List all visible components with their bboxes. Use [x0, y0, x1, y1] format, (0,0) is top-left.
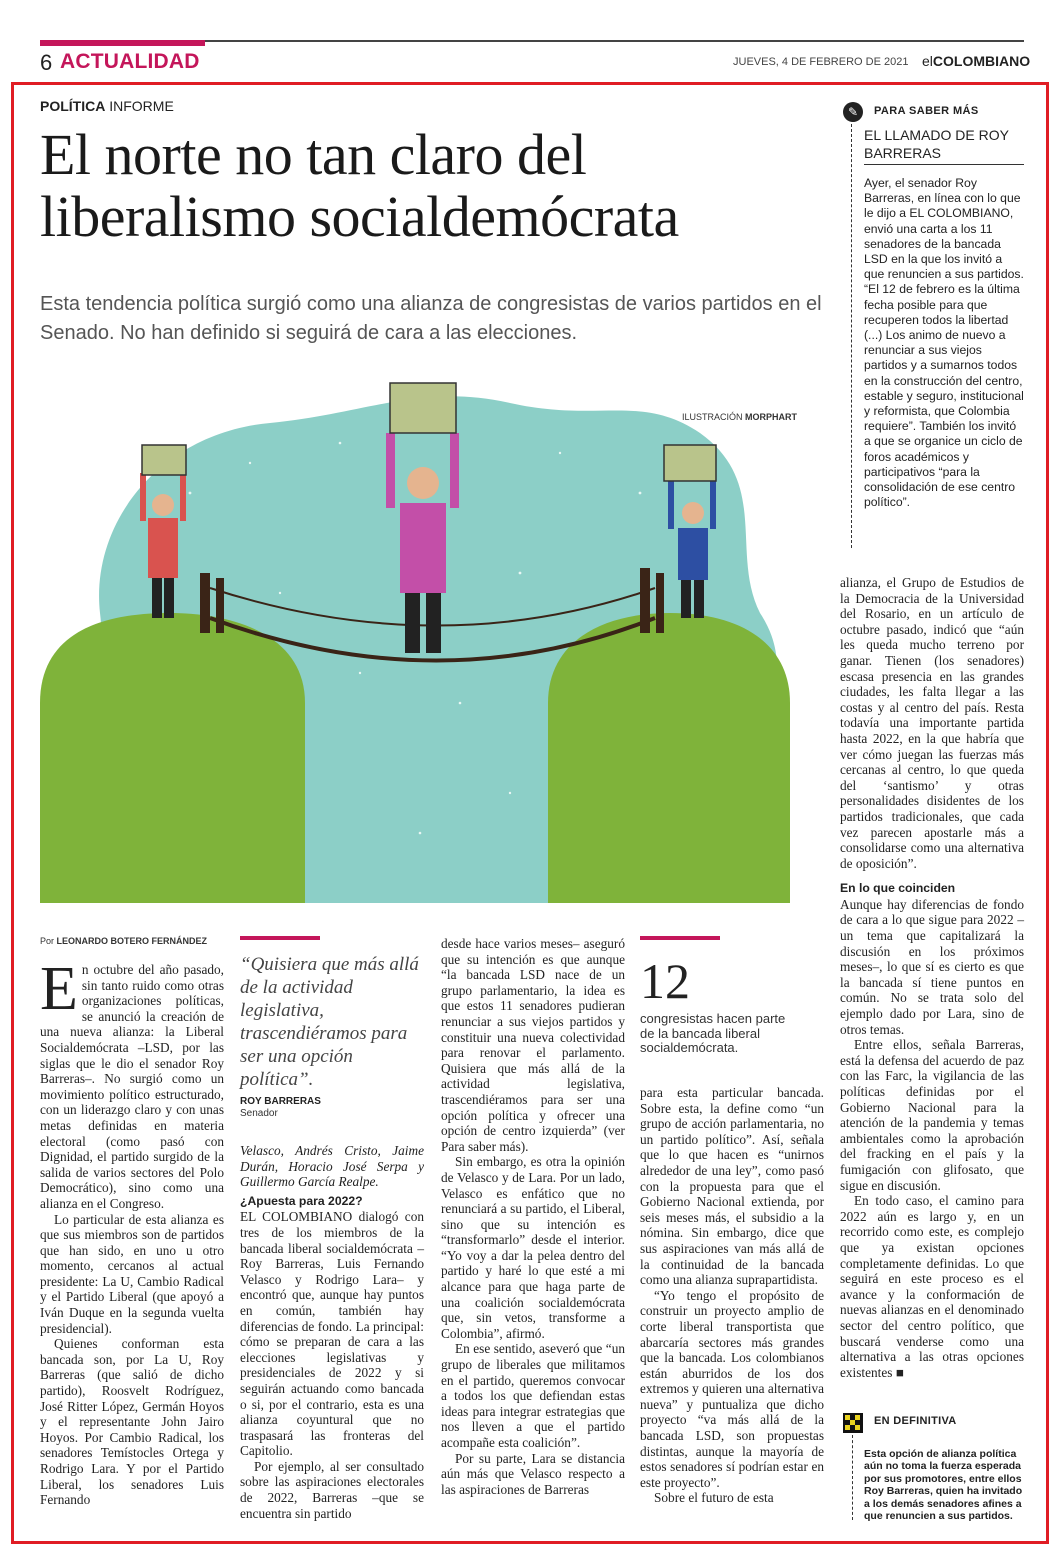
stat-caption: congresistas hacen parte de la bancada liberal socialdemócrata.	[640, 1011, 786, 1055]
headline: El norte no tan claro del liberalismo socialdemócrata	[40, 122, 679, 249]
paragraph: Entre ellos, señala Barreras, está la defensa del acuerdo de paz con las Farc, la vigilancia de las políticas definidas por el Gobierno Nacional para la atención de la pandemia y temas ambientales como la aprobación del fracking en el país y la fumigación con glifosato, que sigue en discusión.	[840, 1037, 1024, 1193]
stat-accent-bar	[640, 936, 720, 940]
credit-name: MORPHART	[745, 412, 798, 422]
credit-label: ILUSTRACIÓN	[682, 412, 746, 422]
paragraph: alianza, el Grupo de Estudios de la Democracia de la Universidad del Rosario, en un artículo de octubre pasado, indicó que “aún les queda mucho terreno por ganar. Tienen (los senadores) escasa presencia en las grandes ciudades, les falta llegar a las costas y al centro del país. Resta todavía una importante partida hasta 2022, en la que habría que ver cómo juegan las fuerzas más cercanas al centro, lo que queda del ‘santismo’ y otras personalidades disidentes de los partidos tradicionales, que cada vez parecen apostarle más a consolidarse como una alternativa de oposición”.	[840, 575, 1024, 871]
paragraph: Aunque hay diferencias de fondo de cara a lo que sigue para 2022 –un tema que capitalizará la discusión en los próximos meses–, lo que sí es cierto es que la bancada sí tiene puntos en común. No se trata solo del ejemplo dado por Lara, sino de otros temas.	[840, 896, 1024, 1037]
logo-prefix: el	[922, 53, 933, 69]
column-1	[40, 955, 224, 1508]
newspaper-logo	[922, 53, 1030, 69]
paragraph: Por su parte, Lara se distancia aún más que Velasco respecto a las aspiraciones de Barreras	[441, 1450, 625, 1497]
kicker	[40, 98, 174, 114]
paragraph: EL COLOMBIANO dialogó con tres de los miembros de la bancada liberal socialdemócrata –Roy Barreras, Luis Fernando Velasco y Rodrigo Lara– y encontró que, aunque hay puntos en común, también hay diferencias de fondo. La principal: cómo se preparan de cara a las elecciones legislativas y presidenciales de 2022 y si seguirán actuando como bancada o si, por el contrario, esta es una alianza coyuntural que no traspasará las fronteras del Capitolio.	[240, 1209, 424, 1459]
quote-author: ROY BARRERAS	[240, 1096, 321, 1107]
column-4	[640, 1085, 824, 1506]
paragraph: En ese sentido, aseveró que “un grupo de liberales que militamos en el partido, queremos convocar a todos los que defiendan estas ideas para integrar estrategias que nos lleven a que el partido acompañe esta coalición”.	[441, 1341, 625, 1450]
pull-quote: “Quisiera que más allá de la actividad legislativa, trascendiéramos para ser una opción política”.	[240, 954, 419, 1090]
paragraph-text: n octubre del año pasado, sin tanto ruido como otras organizaciones políticas, se anunció la creación de una nueva alianza: la Liberal Socialdemócrata –LSD, por las siglas que le dio el senador Roy Barreras–. No surgió como un movimiento político estructurado, con un liderazgo claro y con unas metas definidas en materia electoral (como pasó con Dignidad, el partido surgido de la salida de varios sectores del Polo Democrático), sino como una alianza en el Congreso.	[40, 962, 224, 1211]
definitiva-label: EN DEFINITIVA	[874, 1415, 957, 1427]
paragraph: Quienes conforman esta bancada son, por La U, Roy Barreras (que salió de dicho partido), Roosvelt Rodríguez, José Ritter López, Germán Hoyos y el representante John Jairo Hoyos. Por Cambio Radical, los senadores Temístocles Ortega y Rodrigo Lara. Y por el Partido Liberal, los senadores Luis Fernando	[40, 1336, 224, 1508]
column-3	[441, 936, 625, 1497]
paragraph: Velasco, Andrés Cristo, Jaime Durán, Horacio José Serpa y Guillermo García Realpe.	[240, 1143, 424, 1190]
logo-name: COLOMBIANO	[932, 53, 1031, 69]
paragraph: Lo particular de esta alianza es que sus miembros son de partidos que han sido, en uno u otro momento, cercanos al actual presidente: La U, Cambio Radical y el Partido Liberal (que apoyó a Iván Duque en la segunda vuelta presidencial).	[40, 1211, 224, 1336]
sidebar-text: Ayer, el senador Roy Barreras, en línea con lo que le dijo a EL COLOMBIANO, envió una carta a los 11 senadores de la bancada LSD en la que los invitó a que renuncien a sus partidos. “El 12 de febrero es la última fecha posible para que recuperen todos la libertad (...) Los animo de nuevo a renunciar a sus viejos partidos y a sumarnos todos en la construcción del centro, estable y seguro, institucional y reformista, que Colombia requiere”. También los invitó a que se organice un ciclo de foros académicos y participativos “para la consolidación de ese centro político”.	[864, 176, 1024, 510]
left-hill	[40, 613, 305, 903]
kicker-section: POLÍTICA	[40, 98, 106, 114]
issue-date: JUEVES, 4 DE FEBRERO DE 2021	[733, 56, 909, 68]
definitiva-text: Esta opción de alianza política aún no toma la fuerza esperada por sus promotores, entre ellos Roy Barreras, quien ha invitado a los demás senadores afines a que renuncien a sus partidos.	[864, 1448, 1023, 1523]
paragraph: Sobre el futuro de esta	[654, 1490, 774, 1506]
byline-prefix: Por	[40, 936, 57, 946]
illustration-credit	[682, 412, 797, 422]
kicker-type: INFORME	[105, 98, 174, 114]
sidebar-label: PARA SABER MÁS	[874, 105, 979, 117]
quote-author-role: Senador	[240, 1108, 278, 1119]
byline-author: LEONARDO BOTERO FERNÁNDEZ	[56, 936, 208, 946]
column-5	[840, 575, 1024, 1380]
byline	[40, 936, 207, 946]
paragraph: Sin embargo, es otra la opinión de Velasco y de Lara. Por un lado, Velasco es enfático que no renunciará a su partido, el Liberal, sino que su intención es “transformarlo” desde el interior. “Yo voy a dar la pelea dentro del partido y haré lo que esté a mi alcance para que haga parte de una coalición socialdemócrata que, sin vetos, transforme a Colombia”, afirmó.	[441, 1154, 625, 1341]
pin-icon: ✎	[843, 102, 863, 122]
sidebar-title: EL LLAMADO DE ROY BARRERAS	[864, 127, 1009, 161]
paragraph: desde hace varios meses– aseguró que su intención es que aunque “la bancada LSD nace de un grupo parlamentario, la idea es que estos 11 senadores pudieran renunciar a sus viejos partidos y constituir una nueva colectividad para renovar el parlamento. Quisiera que más allá de la actividad legislativa, trascendiéramos para ser una opción política y ofrecer una opción de centro izquierda” (ver Para saber más).	[441, 936, 625, 1154]
section-title: ACTUALIDAD	[60, 50, 200, 73]
paragraph	[40, 955, 224, 1212]
paragraph: para esta particular bancada. Sobre esta, la define como “un grupo de acción parlamentaria, no un partido político”. Así, señala que lo que hacen es “unirnos alrededor de una ley”, como pasó con la propuesta para que el Gobierno Nacional extienda, por seis meses más, el subsidio a la nómina. Sin embargo, dice que sus aspiraciones van más allá de la continuidad de la bancada como una alianza suprapartidista.	[640, 1085, 824, 1288]
paragraph: En todo caso, el camino para 2022 aún es largo y, en un recorrido como este, es complejo que ya existan opciones completamente definidas. Lo que seguirá en este proceso es el avance y la conformación de nuevas alianzas en el denominado sector del centro político, que buscará venderse como una alternativa a las otras opciones existentes ■	[840, 1193, 1024, 1380]
illustration	[40, 373, 830, 903]
subhead: ¿Apuesta para 2022?	[240, 1193, 363, 1208]
deck: Esta tendencia política surgió como una alianza de congresistas de varios partidos en el Senado. No han definido si seguirá de cara a las elecciones.	[40, 293, 822, 344]
sidebar-title-rule	[864, 164, 1024, 165]
paragraph: Por ejemplo, al ser consultado sobre las aspiraciones electorales de 2022, Barreras –que se encuentra sin partido	[240, 1458, 424, 1521]
column-2	[240, 1143, 424, 1521]
subhead: En lo que coinciden	[840, 881, 956, 896]
page-number: 6	[40, 50, 53, 75]
right-hill	[548, 613, 790, 903]
quote-accent-bar	[240, 936, 320, 940]
drop-cap: E	[40, 955, 78, 1023]
stat-number: 12	[640, 953, 690, 1009]
paragraph: “Yo tengo el propósito de construir un proyecto amplio de corte liberal transportista que abarcaría sectores más grandes que la bancada. Los colombianos están aburridos de los dos extremos y quieren una alternativa nueva” y puntualiza que dicho proyecto “va más allá de la bancada LSD, son propuestas distintas, aunque la mayoría de estos senadores sí podrían estar en este proyecto”.	[640, 1287, 824, 1490]
checkered-icon	[843, 1413, 863, 1433]
header-accent-bar	[40, 40, 205, 46]
